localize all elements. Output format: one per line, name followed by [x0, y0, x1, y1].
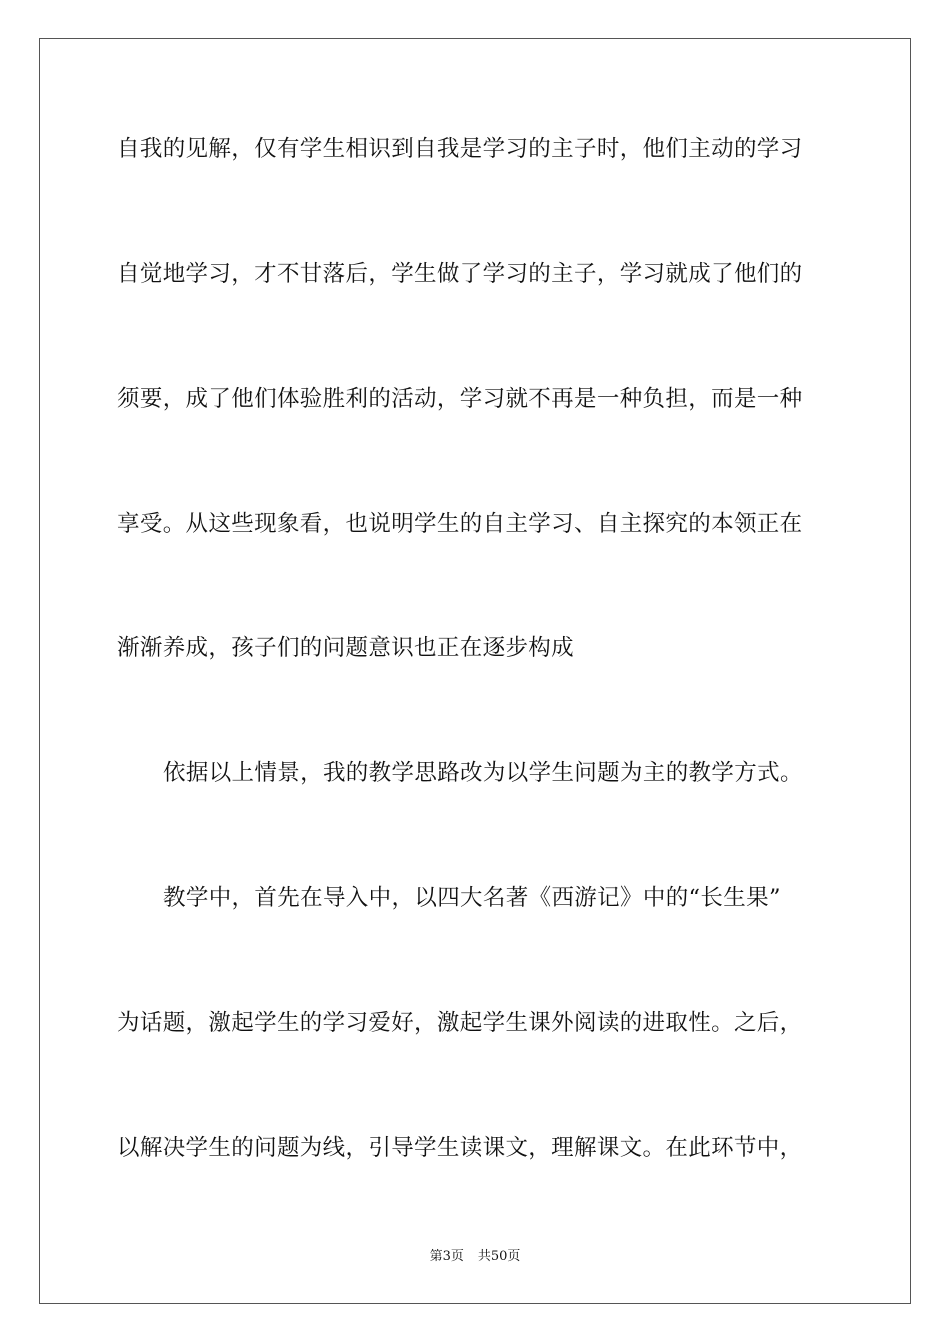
text-line-3: 须要，成了他们体验胜利的活动，学习就不再是一种负担，而是一种 — [117, 386, 803, 412]
page-border — [39, 38, 911, 1304]
paragraph-3-line-1: 教学中，首先在导入中，以四大名著《西游记》中的“长生果” — [163, 885, 781, 911]
text-line-2: 自觉地学习，才不甘落后，学生做了学习的主子，学习就成了他们的 — [117, 261, 803, 287]
text-line-5: 渐渐养成，孩子们的问题意识也正在逐步构成 — [117, 635, 575, 661]
page-total: 共50页 — [477, 1249, 521, 1264]
paragraph-3-line-3: 以解决学生的问题为线，引导学生读课文，理解课文。在此环节中， — [117, 1135, 803, 1161]
paragraph-2-line-1: 依据以上情景，我的教学思路改为以学生问题为主的教学方式。 — [163, 760, 803, 786]
text-line-1: 自我的见解，仅有学生相识到自我是学习的主子时，他们主动的学习 — [117, 136, 803, 162]
page-footer — [0, 1248, 950, 1266]
text-line-4: 享受。从这些现象看，也说明学生的自主学习、自主探究的本领正在 — [117, 511, 803, 537]
paragraph-3-line-2: 为话题，激起学生的学习爱好，激起学生课外阅读的进取性。之后， — [117, 1010, 803, 1036]
page-number: 第3页 — [429, 1249, 464, 1264]
